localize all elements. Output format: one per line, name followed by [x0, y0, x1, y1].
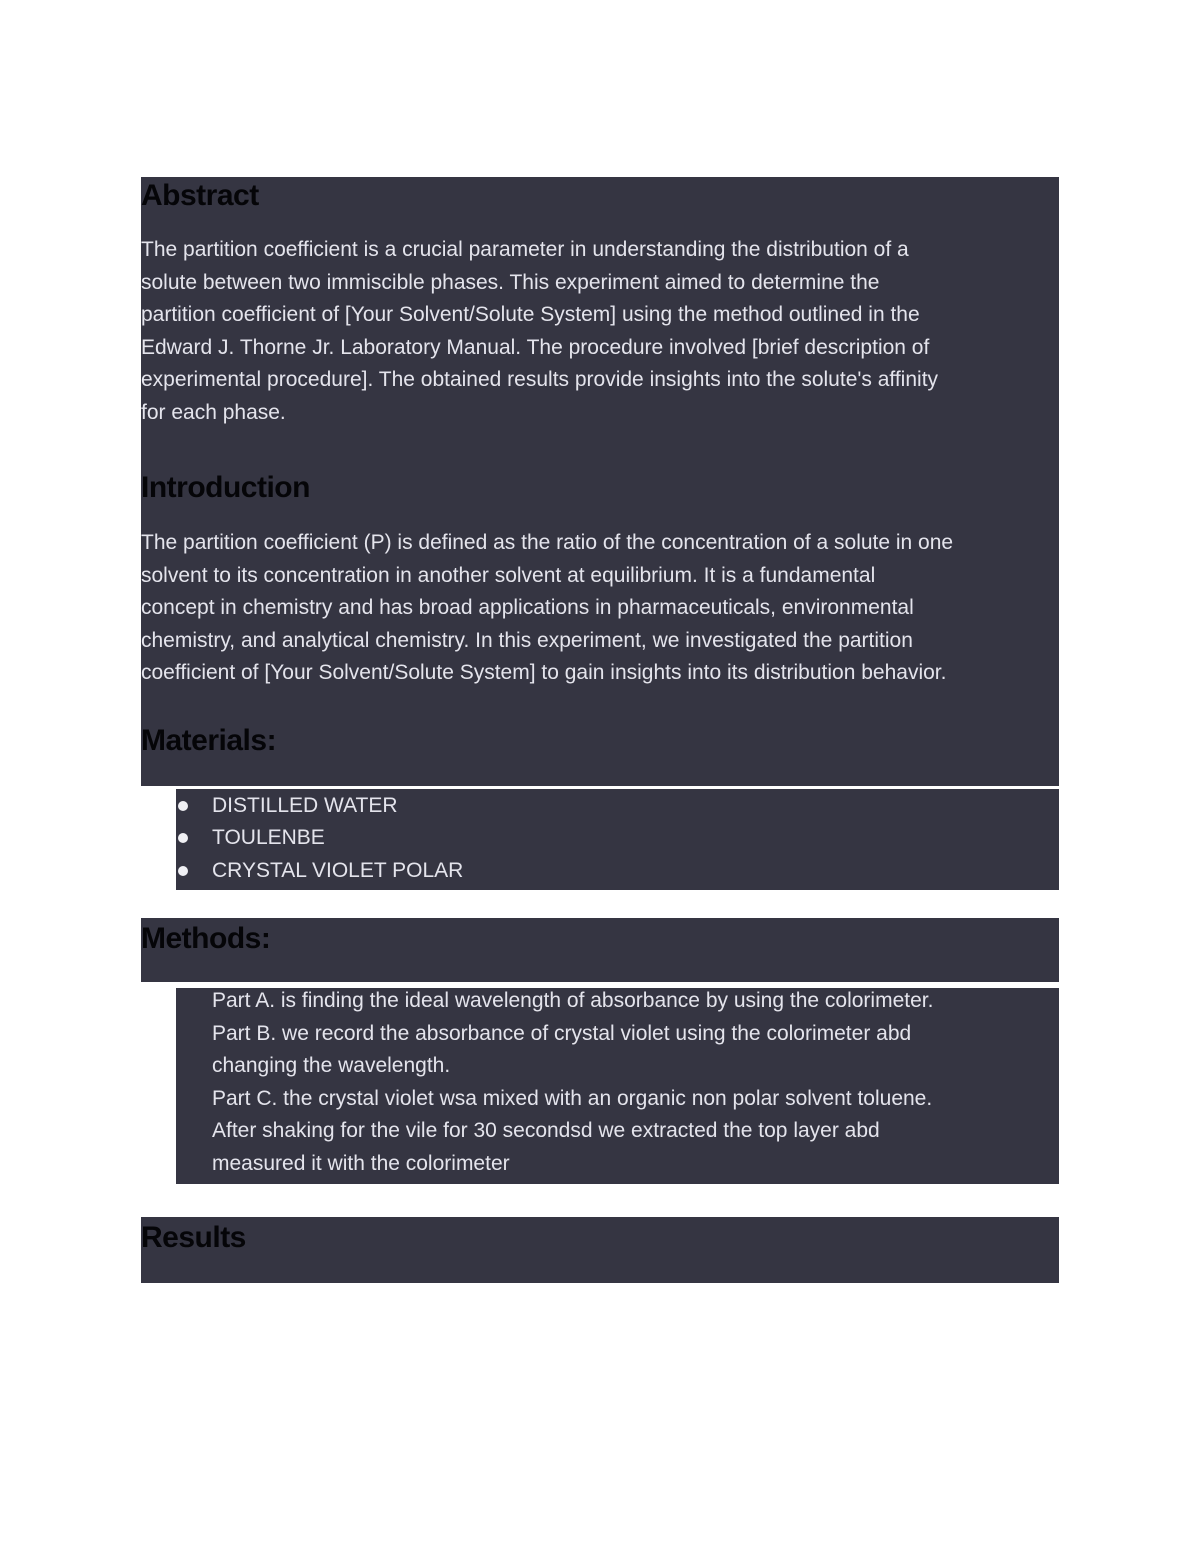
- abstract-line: Edward J. Thorne Jr. Laboratory Manual. The procedure involved [brief description of: [141, 335, 930, 359]
- introduction-paragraph: [141, 527, 953, 690]
- introduction-line: The partition coefficient (P) is defined as the ratio of the concentration of a solute in one: [141, 531, 954, 554]
- methods-line: measured it with the colorimeter: [212, 1151, 510, 1175]
- abstract-paragraph: [141, 234, 938, 429]
- introduction-line: coefficient of [Your Solvent/Solute System] to gain insights into its distribution behavior.: [141, 661, 947, 684]
- materials-heading: Materials:: [141, 724, 277, 757]
- abstract-introduction-section: [141, 177, 1059, 786]
- abstract-line: The partition coefficient is a crucial parameter in understanding the distribution of a: [141, 238, 909, 261]
- methods-heading: Methods:: [141, 922, 271, 955]
- methods-section: [141, 918, 1059, 982]
- results-section: [141, 1217, 1059, 1283]
- methods-line: After shaking for the vile for 30 secondsd we extracted the top layer abd: [212, 1119, 880, 1142]
- bullet-icon: [178, 866, 188, 876]
- material-label: TOULENBE: [212, 826, 325, 849]
- methods-line: changing the wavelength.: [212, 1054, 451, 1077]
- abstract-line: experimental procedure]. The obtained results provide insights into the solute's affinity: [141, 368, 939, 391]
- methods-line: Part B. we record the absorbance of crystal violet using the colorimeter abd: [212, 1021, 912, 1045]
- bullet-icon: [178, 833, 188, 843]
- bullet-icon: [178, 801, 188, 811]
- introduction-line: concept in chemistry and has broad applications in pharmaceuticals, environmental: [141, 596, 914, 619]
- methods-line: Part C. the crystal violet wsa mixed with an organic non polar solvent toluene.: [212, 1086, 933, 1110]
- methods-body: [176, 988, 1059, 1184]
- abstract-heading: Abstract: [141, 179, 259, 212]
- results-heading: Results: [141, 1221, 246, 1254]
- abstract-line: partition coefficient of [Your Solvent/Solute System] using the method outlined in the: [141, 303, 920, 326]
- introduction-line: solvent to its concentration in another solvent at equilibrium. It is a fundamental: [141, 563, 876, 587]
- abstract-line: solute between two immiscible phases. This experiment aimed to determine the: [141, 270, 880, 294]
- materials-list: [176, 789, 1059, 890]
- methods-line: Part A. is finding the ideal wavelength of absorbance by using the colorimeter.: [212, 989, 934, 1012]
- material-label: CRYSTAL VIOLET POLAR: [212, 859, 464, 882]
- abstract-line: for each phase.: [141, 400, 286, 424]
- introduction-heading: Introduction: [141, 471, 310, 504]
- methods-paragraph: [212, 985, 933, 1180]
- material-label: DISTILLED WATER: [212, 794, 398, 817]
- introduction-line: chemistry, and analytical chemistry. In this experiment, we investigated the partition: [141, 628, 913, 652]
